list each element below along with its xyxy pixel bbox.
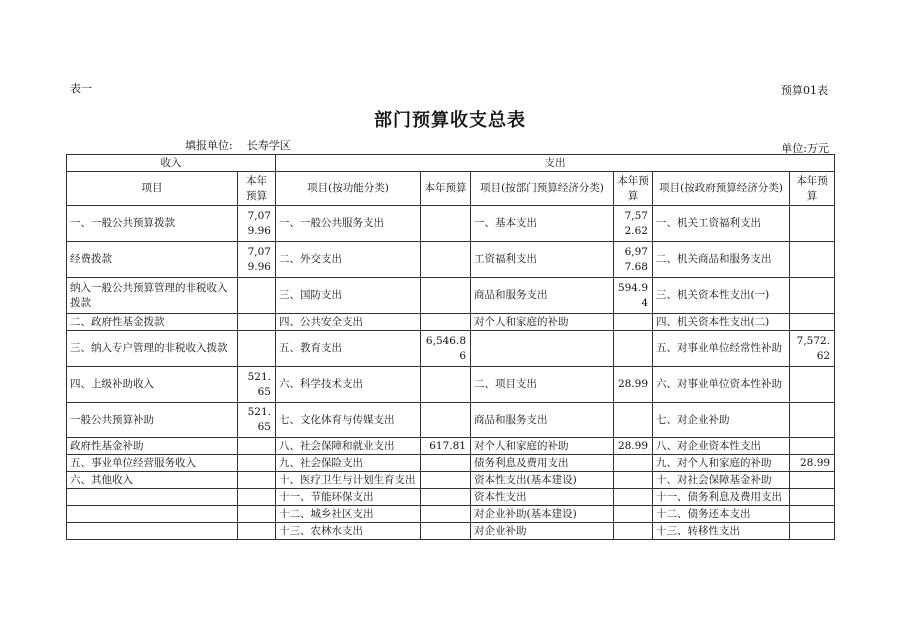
dept-budget-cell: 6,977.68 [614, 242, 653, 278]
dept-budget-cell [614, 403, 653, 438]
income-item-cell: 政府性基金补助 [67, 438, 238, 455]
gov-item-cell: 八、对企业资本性支出 [653, 438, 790, 455]
income-item-cell [67, 506, 238, 523]
dept-item-cell: 二、项目支出 [471, 367, 614, 403]
func-item-cell: 十三、农林水支出 [276, 523, 421, 540]
filler-info [185, 137, 291, 153]
func-item-cell: 六、科学技术支出 [276, 367, 421, 403]
page-title: 部门预算收支总表 [374, 110, 526, 131]
gov-budget-cell [790, 438, 835, 455]
gov-budget-cell [790, 206, 835, 242]
func-item-cell: 九、社会保险支出 [276, 455, 421, 472]
gov-budget-cell [790, 523, 835, 540]
income-item-cell: 一、一般公共预算拨款 [67, 206, 238, 242]
col-gov-item: 项目(按政府预算经济分类) [653, 172, 790, 206]
gov-item-cell: 十二、债务还本支出 [653, 506, 790, 523]
income-budget-cell [238, 489, 276, 506]
income-item-cell: 纳入一般公共预算管理的非税收入拨款 [67, 278, 238, 314]
func-budget-cell [421, 472, 471, 489]
section-header-row [67, 155, 835, 172]
func-budget-cell [421, 455, 471, 472]
func-item-cell: 八、社会保障和就业支出 [276, 438, 421, 455]
table-row [67, 523, 835, 540]
func-budget-cell: 617.81 [421, 438, 471, 455]
income-item-cell: 四、上级补助收入 [67, 367, 238, 403]
col-func-item: 项目(按功能分类) [276, 172, 421, 206]
income-budget-cell [238, 314, 276, 331]
dept-budget-cell [614, 523, 653, 540]
gov-budget-cell [790, 506, 835, 523]
col-dept-budget: 本年预算 [614, 172, 653, 206]
table-row [67, 367, 835, 403]
func-budget-cell [421, 242, 471, 278]
income-item-cell: 三、纳入专户管理的非税收入拨款 [67, 331, 238, 367]
dept-item-cell: 对企业补助(基本建设) [471, 506, 614, 523]
dept-item-cell: 对企业补助 [471, 523, 614, 540]
func-budget-cell [421, 403, 471, 438]
table-row [67, 314, 835, 331]
dept-budget-cell: 28.99 [614, 367, 653, 403]
dept-item-cell: 一、基本支出 [471, 206, 614, 242]
income-item-cell: 六、其他收入 [67, 472, 238, 489]
income-item-cell: 五、事业单位经营服务收入 [67, 455, 238, 472]
gov-budget-cell [790, 278, 835, 314]
func-budget-cell [421, 523, 471, 540]
income-budget-cell [238, 506, 276, 523]
dept-item-cell: 对个人和家庭的补助 [471, 438, 614, 455]
table-row [67, 472, 835, 489]
gov-item-cell: 十、对社会保障基金补助 [653, 472, 790, 489]
func-item-cell: 十、医疗卫生与计划生育支出 [276, 472, 421, 489]
gov-budget-cell [790, 403, 835, 438]
income-item-cell: 二、政府性基金拨款 [67, 314, 238, 331]
gov-item-cell: 七、对企业补助 [653, 403, 790, 438]
col-dept-item: 项目(按部门预算经济分类) [471, 172, 614, 206]
gov-budget-cell [790, 472, 835, 489]
gov-budget-cell: 28.99 [790, 455, 835, 472]
col-gov-budget: 本年预算 [790, 172, 835, 206]
expense-section-header: 支出 [276, 155, 835, 172]
func-item-cell: 五、教育支出 [276, 331, 421, 367]
dept-budget-cell [614, 489, 653, 506]
table-row [67, 242, 835, 278]
column-header-row [67, 172, 835, 206]
table-row [67, 489, 835, 506]
filler-value: 长寿学区 [246, 139, 291, 152]
table-row [67, 438, 835, 455]
dept-budget-cell: 594.94 [614, 278, 653, 314]
gov-budget-cell [790, 367, 835, 403]
income-budget-cell: 7,079.96 [238, 206, 276, 242]
gov-budget-cell [790, 314, 835, 331]
dept-budget-cell: 28.99 [614, 438, 653, 455]
dept-budget-cell [614, 314, 653, 331]
gov-item-cell: 二、机关商品和服务支出 [653, 242, 790, 278]
func-budget-cell [421, 489, 471, 506]
income-budget-cell: 7,079.96 [238, 242, 276, 278]
col-income-item: 项目 [67, 172, 238, 206]
dept-budget-cell [614, 455, 653, 472]
form-code: 预算01表 [781, 84, 828, 97]
col-func-budget: 本年预算 [421, 172, 471, 206]
income-budget-cell [238, 455, 276, 472]
col-income-budget: 本年预算 [238, 172, 276, 206]
dept-item-cell: 商品和服务支出 [471, 278, 614, 314]
income-budget-cell [238, 438, 276, 455]
func-item-cell: 二、外交支出 [276, 242, 421, 278]
table-row [67, 278, 835, 314]
dept-item-cell: 对个人和家庭的补助 [471, 314, 614, 331]
gov-item-cell: 四、机关资本性支出(二) [653, 314, 790, 331]
gov-item-cell: 六、对事业单位资本性补助 [653, 367, 790, 403]
dept-item-cell: 资本性支出(基本建设) [471, 472, 614, 489]
func-budget-cell [421, 506, 471, 523]
table-row [67, 506, 835, 523]
filler-label: 填报单位: [185, 139, 233, 152]
gov-budget-cell [790, 242, 835, 278]
gov-item-cell: 九、对个人和家庭的补助 [653, 455, 790, 472]
dept-budget-cell [614, 331, 653, 367]
income-budget-cell: 521.65 [238, 367, 276, 403]
func-budget-cell [421, 314, 471, 331]
dept-item-cell: 商品和服务支出 [471, 403, 614, 438]
income-item-cell [67, 523, 238, 540]
income-budget-cell [238, 331, 276, 367]
dept-budget-cell [614, 506, 653, 523]
func-item-cell: 四、公共安全支出 [276, 314, 421, 331]
func-budget-cell [421, 367, 471, 403]
gov-item-cell: 五、对事业单位经常性补助 [653, 331, 790, 367]
func-budget-cell: 6,546.86 [421, 331, 471, 367]
table-row [67, 403, 835, 438]
func-item-cell: 一、一般公共服务支出 [276, 206, 421, 242]
gov-item-cell: 一、机关工资福利支出 [653, 206, 790, 242]
income-item-cell: 一般公共预算补助 [67, 403, 238, 438]
gov-item-cell: 十一、债务利息及费用支出 [653, 489, 790, 506]
table-row [67, 331, 835, 367]
income-budget-cell [238, 278, 276, 314]
dept-item-cell [471, 331, 614, 367]
func-item-cell: 十二、城乡社区支出 [276, 506, 421, 523]
income-budget-cell: 521.65 [238, 403, 276, 438]
gov-item-cell: 十三、转移性支出 [653, 523, 790, 540]
func-item-cell: 七、文化体育与传媒支出 [276, 403, 421, 438]
func-budget-cell [421, 206, 471, 242]
income-section-header: 收入 [67, 155, 276, 172]
table-row [67, 206, 835, 242]
gov-budget-cell [790, 489, 835, 506]
table-row [67, 455, 835, 472]
func-item-cell: 三、国防支出 [276, 278, 421, 314]
gov-budget-cell: 7,572.62 [790, 331, 835, 367]
dept-item-cell: 资本性支出 [471, 489, 614, 506]
dept-budget-cell [614, 472, 653, 489]
income-item-cell: 经费拨款 [67, 242, 238, 278]
form-label: 表一 [70, 82, 92, 95]
func-budget-cell [421, 278, 471, 314]
dept-budget-cell: 7,572.62 [614, 206, 653, 242]
income-budget-cell [238, 523, 276, 540]
dept-item-cell: 工资福利支出 [471, 242, 614, 278]
dept-item-cell: 债务利息及费用支出 [471, 455, 614, 472]
income-budget-cell [238, 472, 276, 489]
income-item-cell [67, 489, 238, 506]
unit-label: 单位:万元 [781, 142, 829, 155]
func-item-cell: 十一、节能环保支出 [276, 489, 421, 506]
gov-item-cell: 三、机关资本性支出(一) [653, 278, 790, 314]
budget-summary-table [66, 154, 835, 540]
